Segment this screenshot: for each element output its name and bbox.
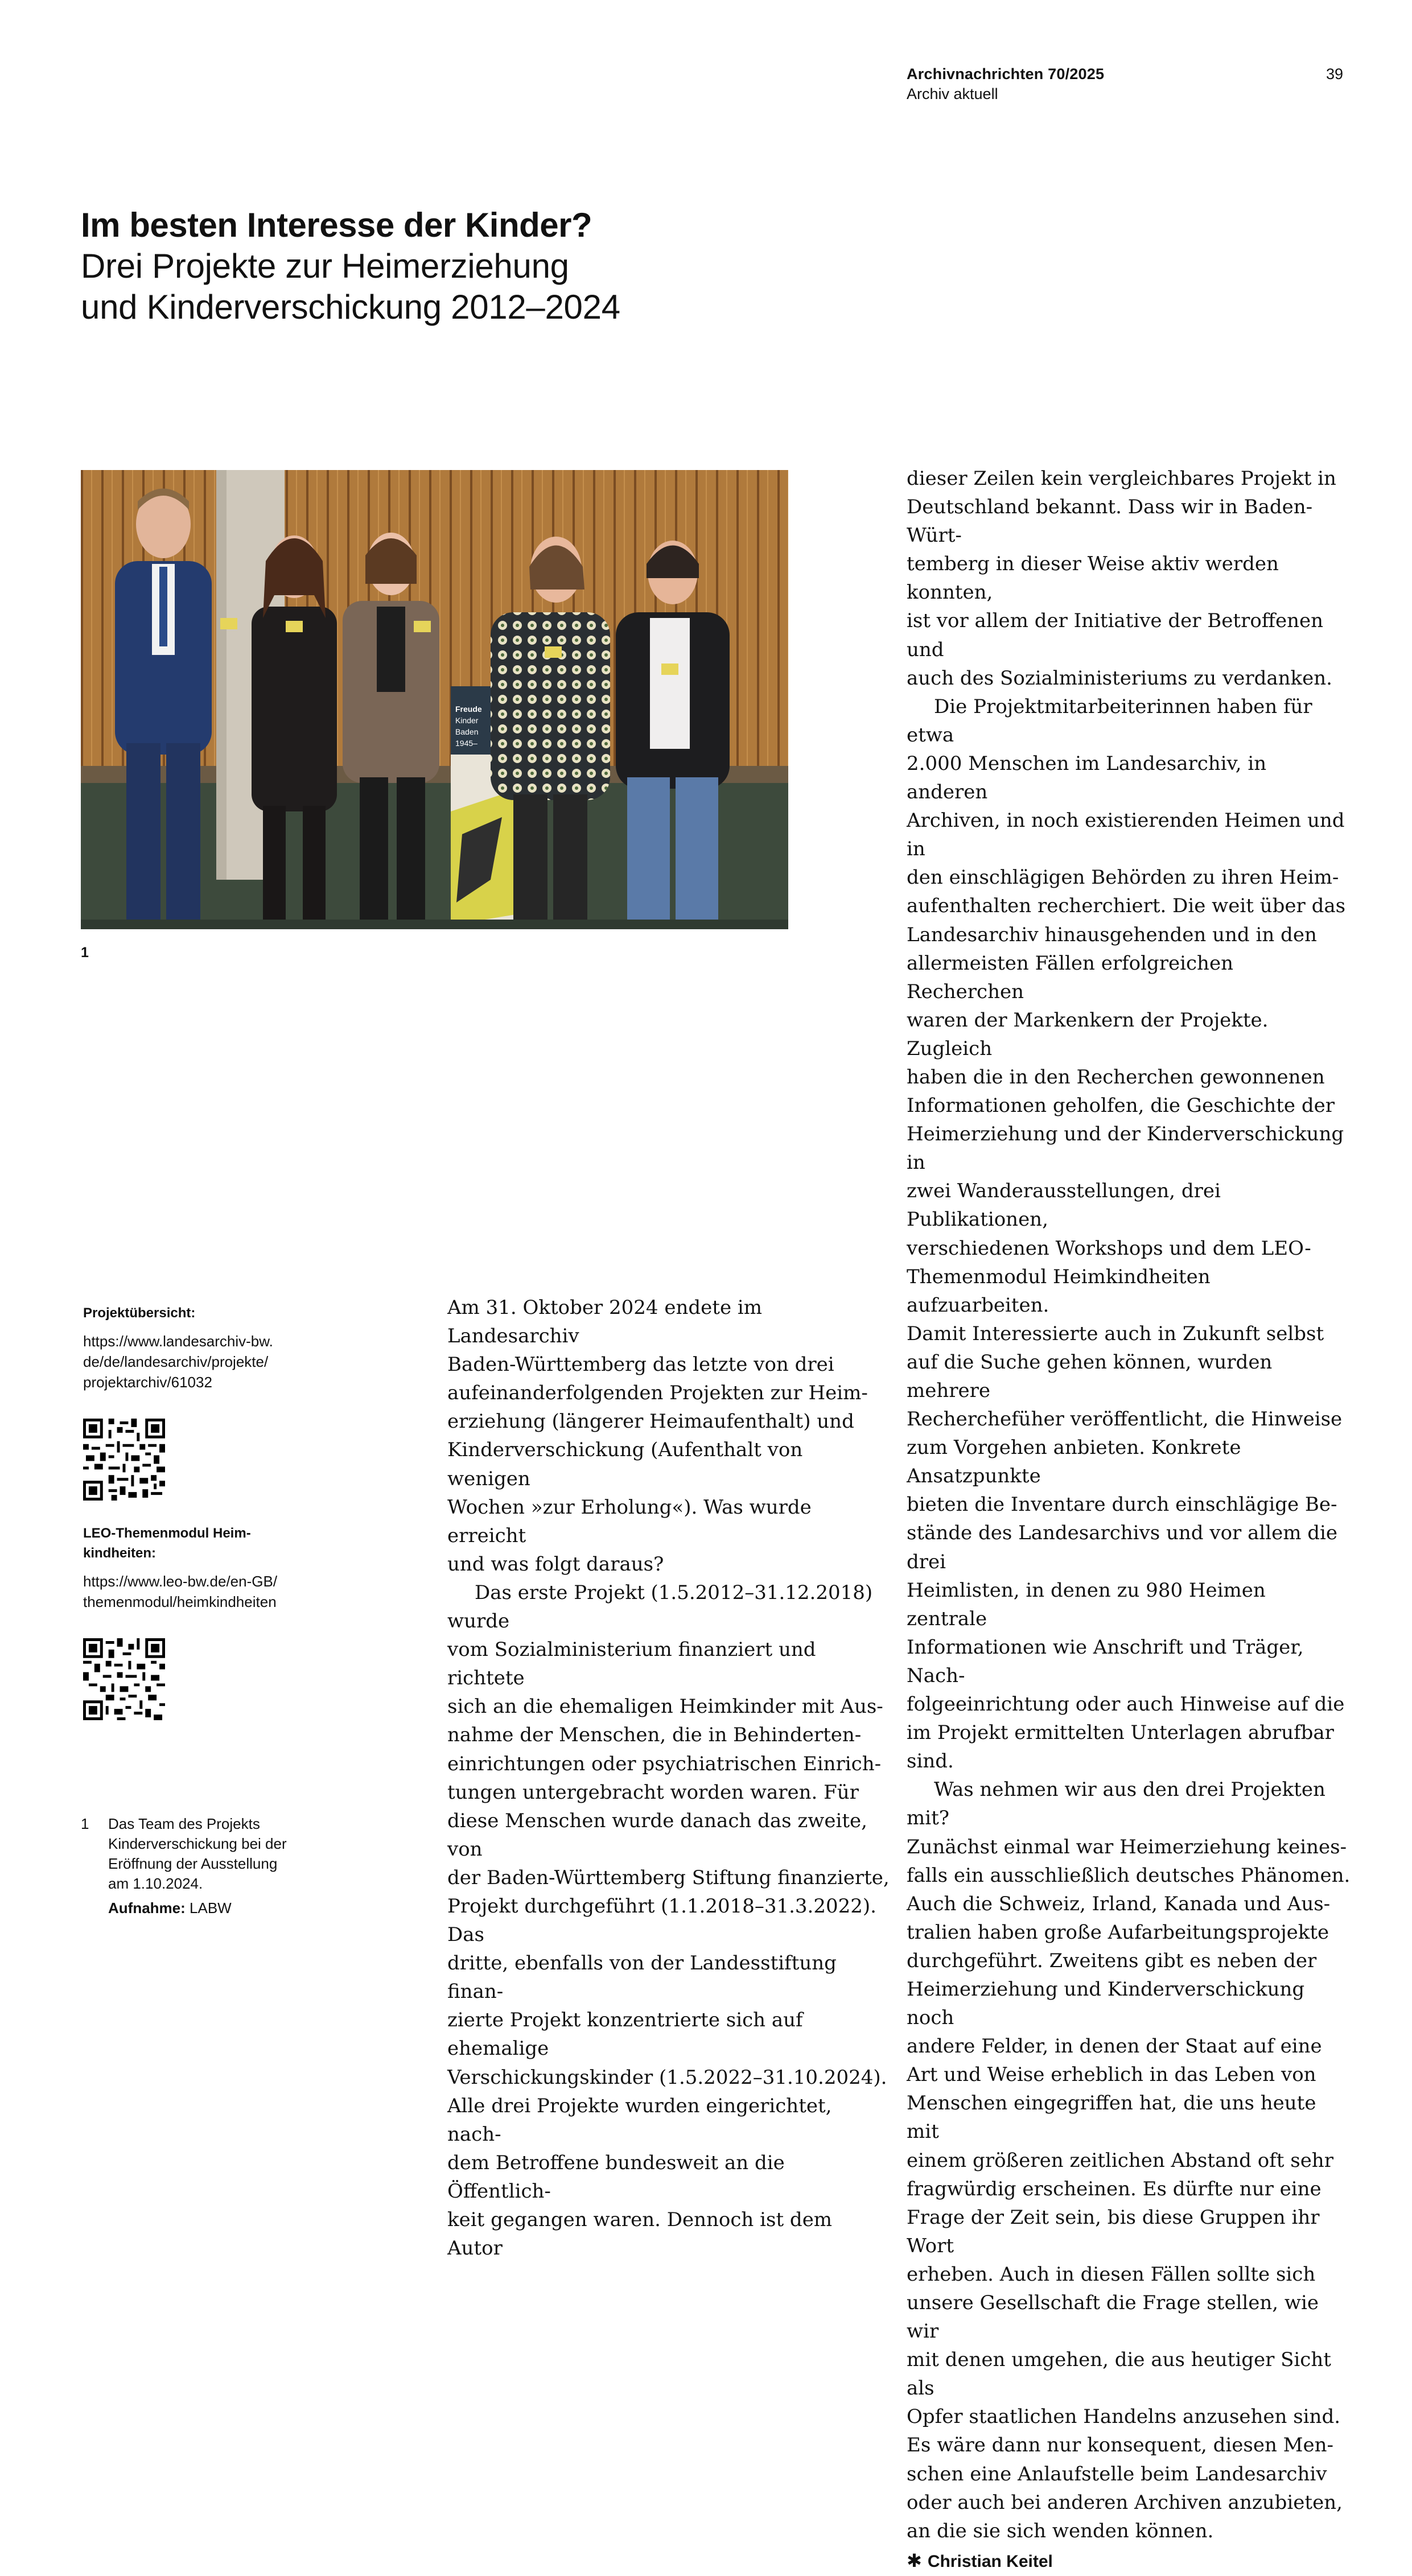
text-line: Damit Interessierte auch in Zukunft selbst	[907, 1322, 1324, 1345]
text-line: bieten die Inventare durch einschlägige Be-	[907, 1493, 1337, 1516]
text-line: Am 31. Oktober 2024 endete im Landesarchiv	[447, 1296, 762, 1348]
text-line: Opfer staatlichen Handelns anzusehen sind.	[907, 2405, 1341, 2429]
text-line: Archiven, in noch existierenden Heimen und in	[907, 809, 1345, 861]
text-line: Art und Weise erheblich in das Leben von	[907, 2063, 1316, 2087]
figure-caption	[81, 1814, 354, 1918]
text-line: einrichtungen oder psychiatrischen Einrich-	[447, 1752, 882, 1775]
text-line: aufenthalten recherchiert. Die weit über das	[907, 895, 1346, 918]
text-line: temberg in dieser Weise aktiv werden konnten,	[907, 553, 1279, 604]
title-subtitle-line-1: Drei Projekte zur Heimerziehung	[81, 247, 569, 285]
article-title	[81, 205, 935, 328]
right_column-paragraph	[907, 693, 1351, 1776]
text-line: Wochen »zur Erholung«). Was wurde erreicht	[447, 1495, 812, 1547]
qr-code-icon[interactable]	[83, 1638, 165, 1720]
text-line: stände des Landesarchivs und vor allem die drei	[907, 1522, 1338, 1573]
text-line: tralien haben große Aufarbeitungsprojekte	[907, 1920, 1329, 1944]
text-line: falls ein ausschließlich deutsches Phänomen.	[907, 1864, 1351, 1887]
body-column-right	[907, 464, 1351, 2576]
journal-title: Archivnachrichten 70/2025	[907, 65, 1105, 83]
text-line: nahme der Menschen, die in Behinderten-	[447, 1724, 862, 1747]
text-line: Menschen eingegriffen hat, die uns heute mit	[907, 2092, 1316, 2144]
text-line: waren der Markenkern der Projekte. Zugleich	[907, 1008, 1269, 1060]
credit-value: LABW	[190, 1899, 232, 1916]
text-line: Was nehmen wir aus den drei Projekten mit?	[907, 1778, 1325, 1830]
text-line: verschiedenen Workshops und dem LEO-	[907, 1237, 1311, 1260]
photo-credit	[108, 1898, 354, 1918]
text-line: haben die in den Recherchen gewonnenen	[907, 1065, 1325, 1089]
running-head	[907, 64, 1339, 104]
text-line: Es wäre dann nur konsequent, diesen Men-	[907, 2434, 1333, 2457]
text-line: tungen untergebracht worden waren. Für	[447, 1780, 859, 1804]
text-line: Verschickungskinder (1.5.2022–31.10.2024).	[447, 2066, 887, 2089]
text-line: Heimerziehung und Kinderverschickung noch	[907, 1977, 1305, 2030]
banner-text-2: Kinder	[455, 716, 479, 725]
middle_column-paragraph	[447, 1293, 891, 1578]
team-photo	[81, 470, 788, 929]
text-line: diese Menschen wurde danach das zweite, von	[447, 1809, 867, 1861]
text-line: der Baden-Württemberg Stiftung finanzierte,	[447, 1866, 890, 1889]
text-line: oder auch bei anderen Archiven anzubieten,	[907, 2491, 1343, 2514]
text-line: Heimerziehung und der Kinderverschickung in	[907, 1123, 1344, 1174]
text-line: zum Vorgehen anbieten. Konkrete Ansatzpunkte	[907, 1436, 1241, 1488]
text-line: ist vor allem der Initiative der Betroffenen und	[907, 609, 1323, 661]
link-url-leo[interactable]: https://www.leo-bw.de/en-GB/ themenmodul/heimkindheiten	[83, 1573, 278, 1610]
text-line: unsere Gesellschaft die Frage stellen, wie wir	[907, 2291, 1319, 2343]
text-line: Deutschland bekannt. Dass wir in Baden-Würt-	[907, 496, 1313, 547]
text-line: Kinderverschickung (Aufenthalt von wenigen	[447, 1439, 803, 1490]
text-line: allermeisten Fällen erfolgreichen Recherchen	[907, 951, 1233, 1003]
text-line: sich an die ehemaligen Heimkinder mit Aus-	[447, 1695, 883, 1718]
text-line: erheben. Auch in diesen Fällen sollte sich	[907, 2262, 1316, 2286]
text-line: einem größeren zeitlichen Abstand oft sehr	[907, 2149, 1333, 2172]
text-line: Informationen geholfen, die Geschichte der	[907, 1094, 1335, 1118]
text-line: dritte, ebenfalls von der Landesstiftung finan-	[447, 1952, 837, 2004]
text-line: an die sie sich wenden können.	[907, 2519, 1214, 2542]
text-line: Auch die Schweiz, Irland, Kanada und Aus-	[907, 1892, 1331, 1915]
text-line: Themenmodul Heimkindheiten aufzuarbeiten.	[907, 1265, 1211, 1317]
caption-text: Das Team des Projekts Kinderverschickung bei der Eröffnung der Ausstellung am 1.10.2024.	[108, 1815, 287, 1892]
banner-text-3: Baden	[455, 727, 479, 736]
text-line: schen eine Anlaufstelle beim Landesarchiv	[907, 2462, 1327, 2486]
figure-number: 1	[81, 945, 89, 961]
text-line: auch des Sozialministeriums zu verdanken.	[907, 666, 1332, 690]
text-line: andere Felder, in denen der Staat auf eine	[907, 2035, 1322, 2058]
text-line: durchgeführt. Zweitens gibt es neben der	[907, 1949, 1317, 1972]
title-subtitle-line-2: und Kinderverschickung 2012–2024	[81, 288, 620, 326]
text-line: auf die Suche gehen können, wurden mehrere	[907, 1350, 1273, 1402]
text-line: Landesarchiv hinausgehenden und in den	[907, 923, 1317, 946]
text-line: Baden-Württemberg das letzte von drei	[447, 1353, 834, 1376]
text-line: Projekt durchgeführt (1.1.2018–31.3.2022). Das	[447, 1894, 876, 1947]
text-line: folgeeinrichtung oder auch Hinweise auf die	[907, 1693, 1345, 1716]
banner-text-1: Freude	[455, 704, 482, 714]
right_column-paragraph	[907, 464, 1351, 693]
text-line: vom Sozialministerium finanziert und richtete	[447, 1638, 816, 1690]
text-line: im Projekt ermittelten Unterlagen abrufbar sind.	[907, 1721, 1334, 1773]
section-name: Archiv aktuell	[907, 85, 998, 102]
text-line: mit denen umgehen, die aus heutiger Sicht als	[907, 2348, 1331, 2400]
text-line: dieser Zeilen kein vergleichbares Projekt in	[907, 467, 1336, 490]
title-main: Im besten Interesse der Kinder?	[81, 206, 592, 244]
link-heading-projects: Projektübersicht:	[83, 1305, 196, 1321]
text-line: zierte Projekt konzentrierte sich auf ehemalige	[447, 2009, 803, 2060]
text-line: zwei Wanderausstellungen, drei Publikationen,	[907, 1180, 1221, 1231]
text-line: Die Projektmitarbeiterinnen haben für etwa	[907, 695, 1312, 747]
link-heading-leo: LEO-Themenmodul Heim- kindheiten:	[83, 1526, 251, 1561]
author-name: Christian Keitel	[927, 2552, 1053, 2571]
text-line: Zunächst einmal war Heimerziehung keines-	[907, 1835, 1347, 1858]
text-line: Alle drei Projekte wurden eingerichtet, nach-	[447, 2094, 832, 2146]
text-line: erziehung (längerer Heimaufenthalt) und	[447, 1410, 854, 1433]
text-line: Recherchefüher veröffentlicht, die Hinweise	[907, 1408, 1343, 1431]
banner-text-4: 1945–	[455, 739, 477, 748]
link-url-projects[interactable]: https://www.landesarchiv-bw. de/de/landesarchiv/projekte/ projektarchiv/61032	[83, 1333, 273, 1391]
asterisk-icon: ✱	[907, 2550, 922, 2571]
text-line: 2.000 Menschen im Landesarchiv, in anderen	[907, 752, 1267, 804]
text-line: aufeinanderfolgenden Projekten zur Heim-	[447, 1382, 868, 1405]
middle_column-paragraph	[447, 1578, 891, 2262]
right_column-paragraph	[907, 1775, 1351, 2545]
text-line: dem Betroffene bundesweit an die Öffentlich-	[447, 2151, 785, 2203]
author-byline	[907, 2546, 1351, 2576]
body-column-middle	[447, 1293, 891, 2262]
text-line: den einschlägigen Behörden zu ihren Heim-	[907, 866, 1339, 889]
text-line: fragwürdig erscheinen. Es dürfte nur eine	[907, 2177, 1322, 2200]
qr-code-icon[interactable]	[83, 1419, 165, 1501]
caption-number: 1	[81, 1815, 89, 1832]
text-line: Informationen wie Anschrift und Träger, Nach-	[907, 1635, 1304, 1687]
text-line: keit gegangen waren. Dennoch ist dem Autor	[447, 2208, 833, 2260]
text-line: Heimlisten, in denen zu 980 Heimen zentrale	[907, 1578, 1266, 1630]
page-number: 39	[1325, 65, 1343, 83]
sidebar	[83, 1303, 351, 1720]
credit-label: Aufnahme:	[108, 1899, 186, 1916]
text-line: Das erste Projekt (1.5.2012–31.12.2018) wurde	[447, 1581, 873, 1633]
text-line: Frage der Zeit sein, bis diese Gruppen ihr Wort	[907, 2206, 1320, 2257]
text-line: und was folgt daraus?	[447, 1552, 664, 1576]
